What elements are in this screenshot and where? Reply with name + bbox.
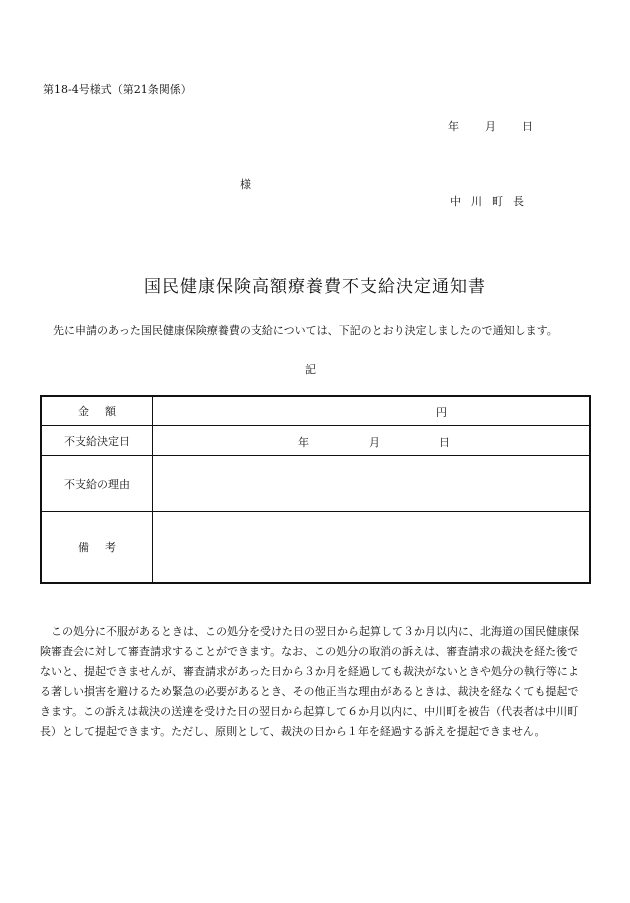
- page-title: 国民健康保険高額療養費不支給決定通知書: [144, 277, 486, 297]
- amount-label: 金額: [78, 405, 132, 418]
- remarks-label: 備考: [78, 541, 132, 554]
- remarks-value-cell: [153, 512, 591, 584]
- decision-date-cell: [153, 426, 591, 456]
- decision-date-label: 不支給決定日: [41, 426, 153, 456]
- form-number: 第18-4号様式（第21条関係）: [43, 83, 192, 96]
- table-row-reason: [41, 456, 590, 512]
- decision-year-label: 年: [298, 436, 309, 449]
- date-year-label: 年: [448, 120, 459, 133]
- appeal-notice: この処分に不服があるときは、この処分を受けた日の翌日から起算して３か月以内に、北海道の国民健康保険審査会に対して審査請求することができます。なお、この処分の取消の訴えは、審査請求の裁決を経た後でないと、提起できませんが、審査請求があった日から３か月を経過しても裁決がないときや処分の執行等による著しい損害を避けるため緊急の必要があるとき、その他正当な理由があるときは、裁決を経なくても提起できます。この訴えは裁決の送達を受けた日の翌日から起算して６か月以内に、中川町を被告（代表者は中川町長）として提起できます。ただし、原則として、裁決の日から１年を経過する訴えを提起できません。: [40, 625, 579, 738]
- decision-day-label: 日: [439, 436, 450, 449]
- date-month-label: 月: [485, 120, 496, 133]
- details-table: [40, 395, 591, 584]
- issue-date: [448, 118, 533, 134]
- date-day-label: 日: [522, 120, 533, 133]
- table-row-remarks: [41, 512, 590, 584]
- amount-value-cell: [153, 396, 591, 426]
- reason-value-cell: [153, 456, 591, 512]
- reason-label: 不支給の理由: [41, 456, 153, 512]
- ki-label: 記: [305, 363, 316, 376]
- table-row-amount: [41, 396, 590, 426]
- recipient-suffix: 様: [240, 178, 251, 191]
- table-row-decision-date: [41, 426, 590, 456]
- yen-unit: 円: [436, 406, 447, 419]
- sender-name: 中川町長: [450, 195, 534, 208]
- decision-month-label: 月: [369, 436, 380, 449]
- intro-text: 先に申請のあった国民健康保険療養費の支給については、下記のとおり決定しましたので通知します。: [53, 324, 558, 337]
